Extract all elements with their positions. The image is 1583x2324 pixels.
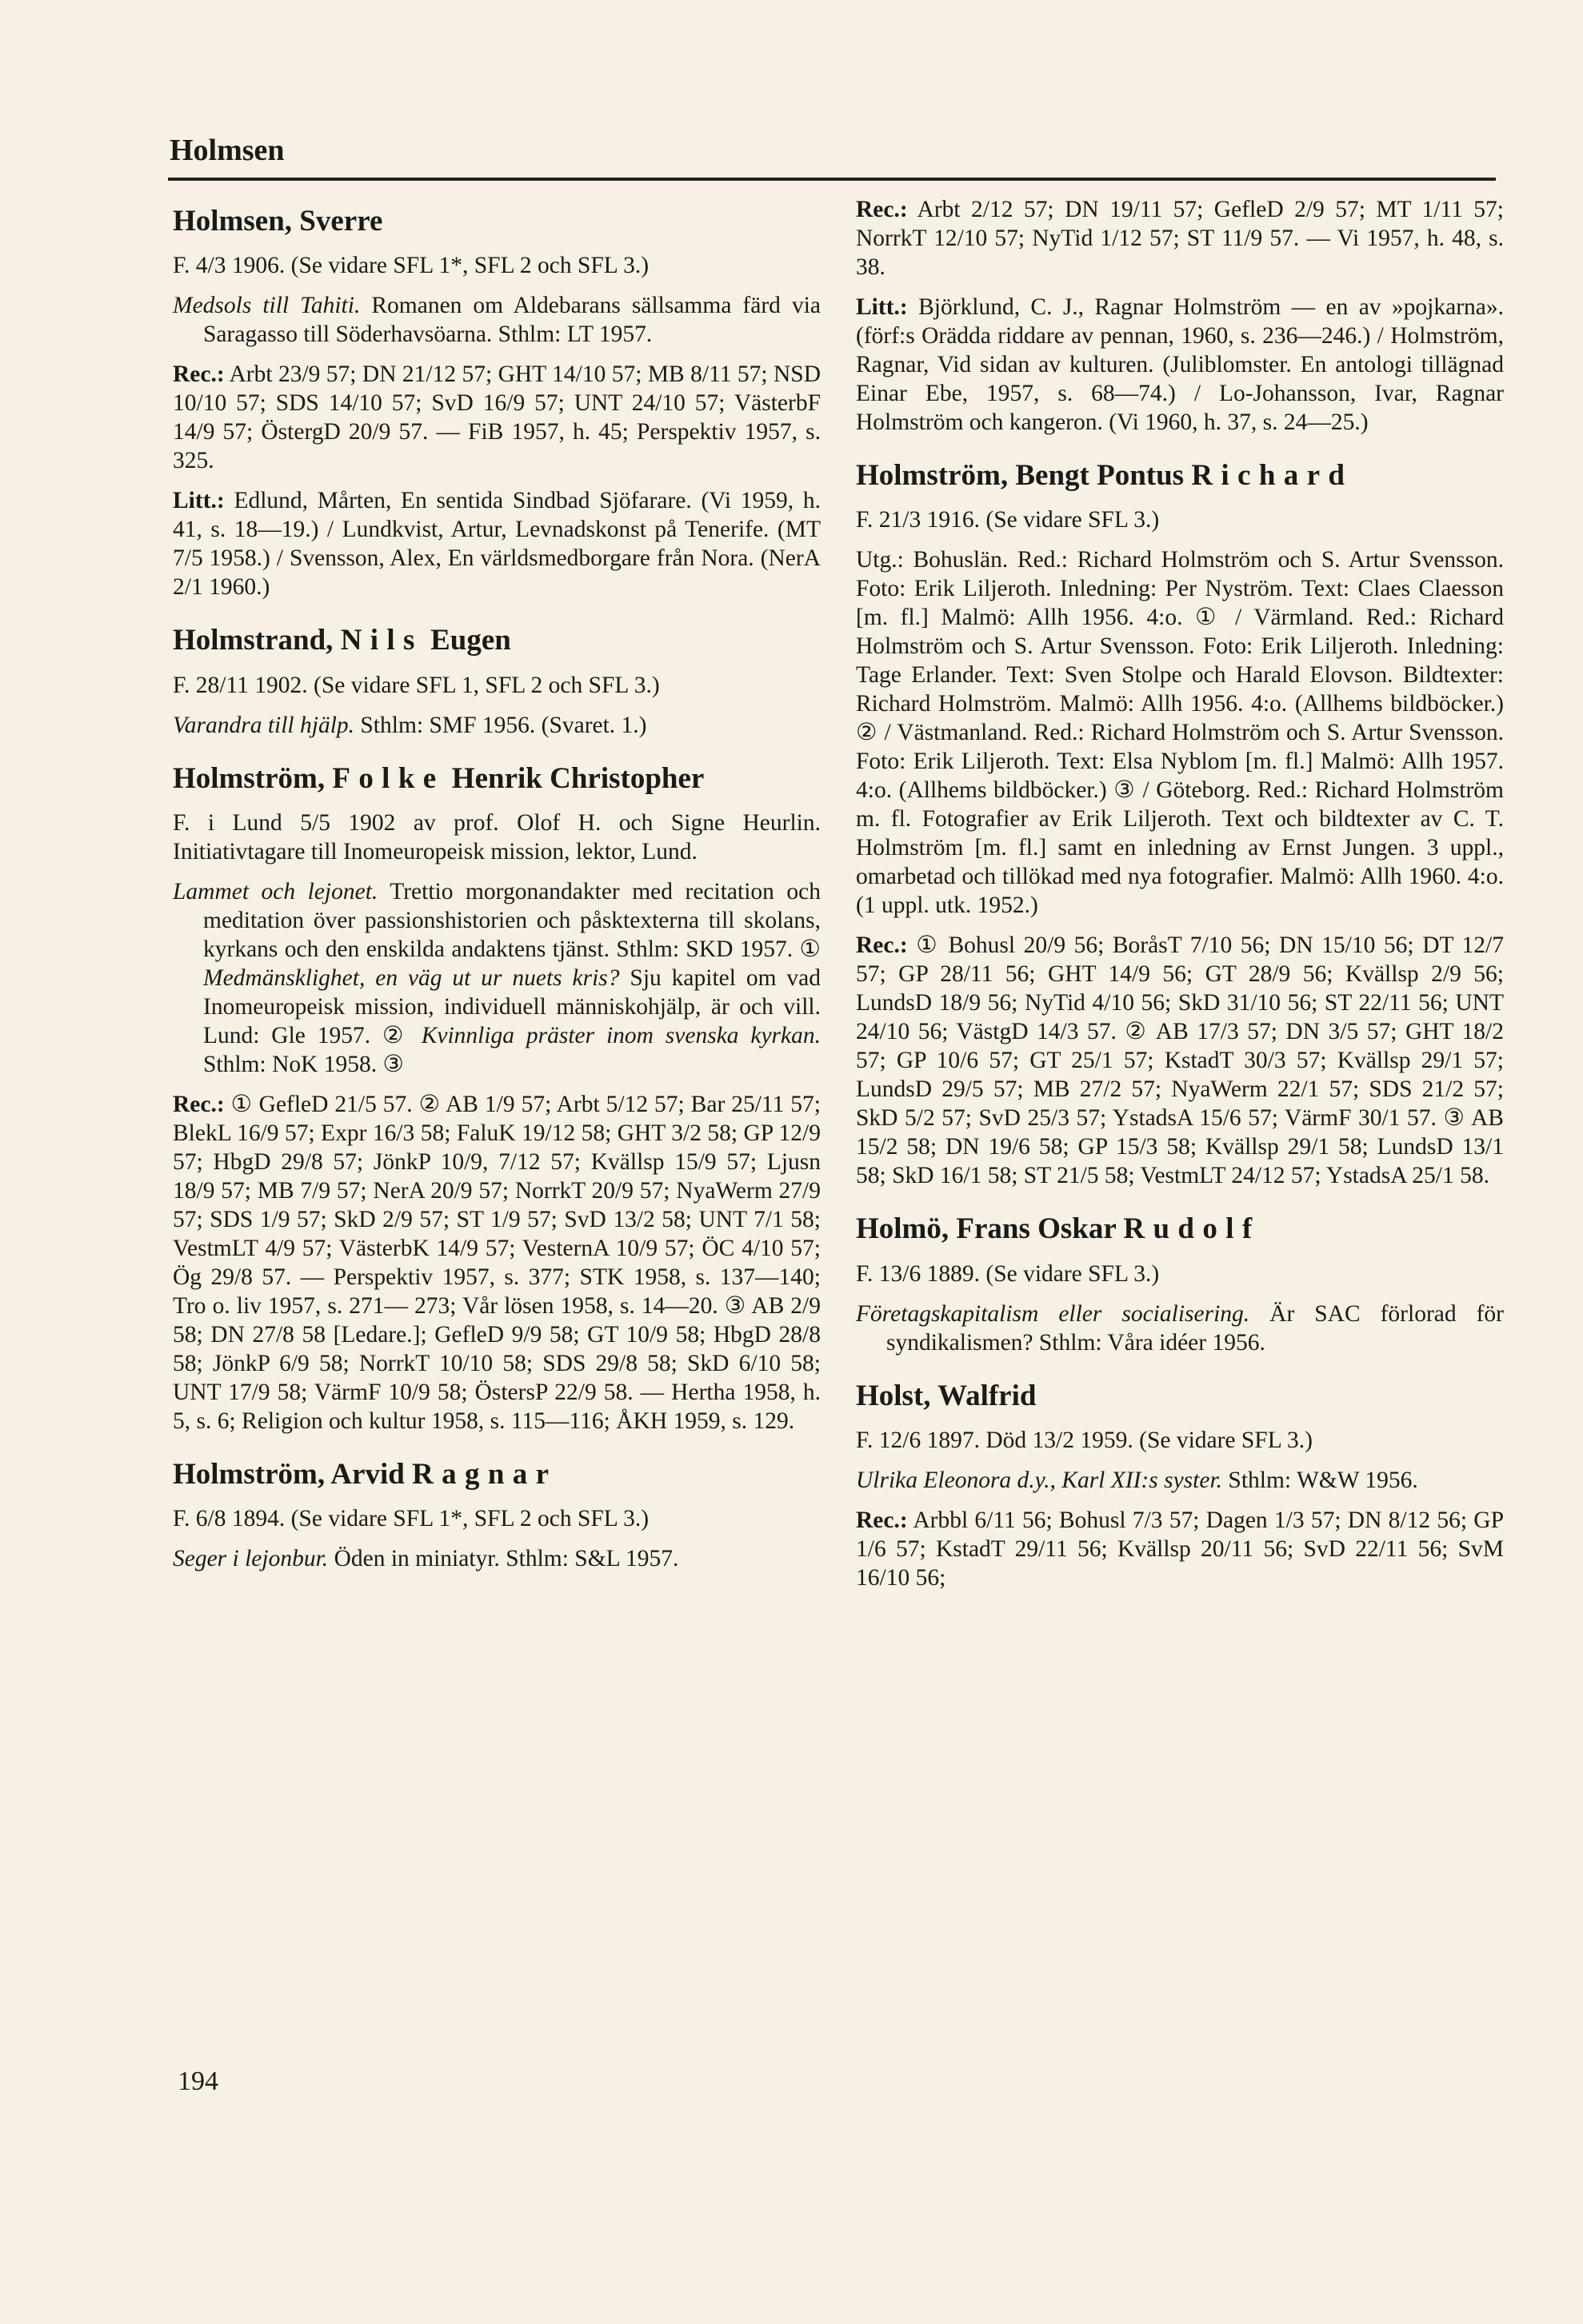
rec-text: Arbbl 6/11 56; Bohusl 7/3 57; Dagen 1/3 57; DN 8/12 56; GP 1/6 57; KstadT 29/11 56; Kvällsp 20/11 56; SvD 22/11 56; SvM 16/10 56; [856, 1507, 1504, 1591]
entry-name [173, 622, 821, 659]
entry-reviews [856, 931, 1504, 1190]
entry-reviews [173, 1090, 821, 1436]
entry-bio: F. i Lund 5/5 1902 av prof. Olof H. och Signe Heurlin. Initiativtagare till Inomeuropeisk mission, lektor, Lund. [173, 809, 821, 865]
name-suffix: Henrik Christopher [444, 761, 705, 795]
rec-label: Rec.: [173, 1091, 225, 1117]
litt-text: Edlund, Mårten, En sentida Sindbad Sjöfarare. (Vi 1959, h. 41, s. 18—19.) / Lundkvist, Artur, Levnadskonst på Tenerife. (MT 7/5 1958.) / Svensson, Alex, En världsmedborgare från Nora. (NerA 2/1 1960.) [173, 488, 821, 601]
entry-reviews [856, 1506, 1504, 1592]
entry-reviews [173, 360, 821, 475]
entry-bio: F. 28/11 1902. (Se vidare SFL 1, SFL 2 och SFL 3.) [173, 672, 660, 698]
name-prefix: Holmstrand, [173, 624, 341, 657]
entry-work [173, 1544, 821, 1573]
name-suffix: Eugen [422, 624, 511, 657]
entry-literature [173, 486, 821, 601]
entry-holmstrom-folke [173, 761, 821, 1436]
rec-label: Rec.: [856, 932, 908, 959]
header-rule [168, 178, 1496, 181]
litt-label: Litt.: [856, 294, 908, 320]
right-column [856, 195, 1504, 1613]
work-details: Trettio morgonandakter med recitation och meditation över passionshistorien och påsktexterna till skolans, kyrkans och den enskilda andaktens tjänst. Sthlm: SKD 1957. ① [203, 878, 821, 962]
entry-holst-walfrid [856, 1378, 1504, 1592]
page-number: 194 [178, 2066, 218, 2096]
rec-label: Rec.: [173, 361, 225, 388]
entry-literature [856, 293, 1504, 437]
work-title: Kvinnliga präster inom svenska kyrkan. [421, 1022, 821, 1048]
work-title: Ulrika Eleonora d.y., Karl XII:s syster. [856, 1467, 1223, 1493]
entry-work [173, 711, 821, 740]
rec-text: ① GefleD 21/5 57. ② AB 1/9 57; Arbt 5/12 57; Bar 25/11 57; BlekL 16/9 57; Expr 16/3 58; FaluK 19/12 58; GHT 3/2 58; GP 12/9 57; HbgD 29/8 57; JönkP 10/9, 7/12 57; Kvällsp 15/9 57; Ljusn 18/9 57; MB 7/9 57; NerA 20/9 57; NorrkT 20/9 57; NyaWerm 27/9 57; SDS 1/9 57; SkD 2/9 57; ST 1/9 57; SvD 13/2 58; UNT 7/1 58; VestmLT 4/9 57; VästerbK 14/9 57; VesternA 10/9 57; ÖC 4/10 57; Ög 29/8 57. — Perspektiv 1957, s. 377; STK 1958, s. 137—140; Tro o. liv 1957, s. 271— 273; Vår lösen 1958, s. 14—20. ③ AB 2/9 58; DN 27/8 58 [Ledare.]; GefleD 9/9 58; GT 10/9 58; HbgD 28/8 58; JönkP 6/9 58; NorrkT 10/10 58; SDS 29/8 58; SkD 6/10 58; UNT 17/9 58; VärmF 10/9 58; ÖstersP 22/9 58. — Hertha 1958, h. 5, s. 6; Religion och kultur 1958, s. 115—116; ÅKH 1959, s. 129. [173, 1091, 821, 1434]
entry-name: Holst, Walfrid [856, 1379, 1037, 1412]
litt-text: Björklund, C. J., Ragnar Holmström — en av »pojkarna». (förf:s Orädda riddare av pennan, 1960, s. 236—246.) / Holmström, Ragnar, Vid sidan av kulturen. (Juliblomster. En antologi tillägnad Einar Ebe, 1957, s. 68—74.) / Lo-Johansson, Ivar, Ragnar Holmström och kangeron. (Vi 1960, h. 37, s. 24—25.) [856, 294, 1504, 435]
entry-work [173, 291, 821, 349]
work-title: Lammet och lejonet. [173, 878, 378, 904]
work-title: Varandra till hjälp. [173, 712, 355, 738]
running-title: Holmsen [170, 134, 285, 167]
entry-holmstrom-bengt [856, 457, 1504, 1190]
entry-name [173, 1456, 821, 1493]
entry-bio: F. 6/8 1894. (Se vidare SFL 1*, SFL 2 och SFL 3.) [173, 1506, 650, 1531]
rec-text: Arbt 2/12 57; DN 19/11 57; GefleD 2/9 57; MT 1/11 57; NorrkT 12/10 57; NyTid 1/12 57; ST 11/9 57. — Vi 1957, h. 48, s. 38. [856, 197, 1504, 280]
rec-text: ① Bohusl 20/9 56; BoråsT 7/10 56; DN 15/10 56; DT 12/7 57; GP 28/11 56; GHT 14/9 56; GT 28/9 56; Kvällsp 2/9 56; LundsD 18/9 56; NyTid 4/10 56; SkD 31/10 56; ST 22/11 56; UNT 24/10 56; VästgD 14/3 57. ② AB 17/3 57; DN 3/5 57; GHT 18/2 57; GP 10/6 57; GT 25/1 57; KstadT 30/3 57; Kvällsp 29/1 57; LundsD 29/5 57; MB 27/2 57; NyaWerm 22/1 57; SDS 21/2 57; SkD 5/2 57; SvD 25/3 57; YstadsA 15/6 57; VärmF 30/1 57. ③ AB 15/2 58; DN 19/6 58; GP 15/3 58; Kvällsp 29/1 58; LundsD 13/1 58; SkD 16/1 58; ST 21/5 58; VestmLT 24/12 57; YstadsA 25/1 58. [856, 932, 1504, 1189]
entry-bio: F. 12/6 1897. Död 13/2 1959. (Se vidare SFL 3.) [856, 1427, 1313, 1453]
work-details: Öden in miniatyr. Sthlm: S&L 1957. [328, 1546, 679, 1571]
work-title: Medmänsklighet, en väg ut ur nuets kris? [203, 964, 620, 991]
work-details: Sju kapitel om vad Inomeuropeisk mission, individuell människohjälp, är och vill. Lund: Gle 1957. ② [203, 964, 821, 1048]
entry-name [856, 1211, 1504, 1248]
entry-bio: F. 21/3 1916. (Se vidare SFL 3.) [856, 507, 1160, 533]
entry-editions [856, 545, 1504, 920]
entry-bio: F. 4/3 1906. (Se vidare SFL 1*, SFL 2 och SFL 3.) [173, 253, 650, 279]
work-title: Seger i lejonbur. [173, 1546, 329, 1571]
rec-text: Arbt 23/9 57; DN 21/12 57; GHT 14/10 57; MB 8/11 57; NSD 10/10 57; SDS 14/10 57; SvD 16/9 57; UNT 24/10 57; VästerbF 14/9 57; ÖstergD 20/9 57. — FiB 1957, h. 45; Perspektiv 1957, s. 325. [173, 361, 821, 474]
entry-work [856, 1300, 1504, 1357]
entry-name [856, 457, 1504, 494]
rec-label: Rec.: [856, 1507, 908, 1533]
rec-label: Rec.: [856, 197, 908, 222]
entry-holmsen-sverre [173, 203, 821, 601]
entry-reviews [856, 195, 1504, 282]
name-prefix: Holmström, Bengt Pontus [856, 459, 1192, 492]
work-title: Medsols till Tahiti. [173, 293, 361, 319]
left-column [173, 195, 821, 1594]
entry-holmstrand-nils [173, 622, 821, 739]
work-details: Är SAC förlorad för syndikalismen? Sthlm: Våra idéer 1956. [886, 1300, 1504, 1356]
name-spaced: Rudolf [1123, 1212, 1261, 1246]
name-prefix: Holmström, Arvid [173, 1457, 413, 1491]
work-details: Sthlm: NoK 1958. ③ [203, 1051, 404, 1077]
entry-bio: F. 13/6 1889. (Se vidare SFL 3.) [856, 1260, 1160, 1287]
name-spaced: Ragnar [412, 1457, 558, 1491]
entry-work [856, 1466, 1504, 1495]
name-spaced: Folke [332, 761, 445, 795]
litt-label: Litt.: [173, 488, 225, 514]
entry-holmstrom-arvid-continued [856, 195, 1504, 437]
entry-holmo-frans [856, 1211, 1504, 1356]
work-details: Sthlm: W&W 1956. [1222, 1467, 1418, 1493]
utg-label: Utg.: [856, 547, 904, 573]
entry-work [173, 877, 821, 1079]
work-title: Företagskapitalism eller socialisering. [856, 1300, 1250, 1327]
work-details: Sthlm: SMF 1956. (Svaret. 1.) [354, 712, 647, 738]
entry-holmstrom-arvid [173, 1456, 821, 1573]
entry-name: Holmsen, Sverre [173, 205, 383, 238]
utg-text: Bohuslän. Red.: Richard Holmström och S. Artur Svensson. Foto: Erik Liljeroth. Inledning: Per Nyström. Text: Claes Claesson [m. fl.] Malmö: Allh 1956. 4:o. ① / Värmland. Red.: Richard Holmström och S. Artur Svensson. Foto: Erik Liljeroth. Inledning: Tage Erlander. Text: Sven Stolpe och Harald Elovson. Bildtexter: Richard Holmström. Malmö: Allh 1956. 4:o. (Allhems bildböcker.) ② / Västmanland. Red.: Richard Holmström och S. Artur Svensson. Foto: Erik Liljeroth. Text: Elsa Nyblom [m. fl.] Malmö: Allh 1957. 4:o. (Allhems bildböcker.) ③ / Göteborg. Red.: Richard Holmström m. fl. Fotografier av Erik Liljeroth. Text och bildtexter av C. T. Holmström [m. fl.] samt en inledning av Ernst Jungen. 3 uppl., omarbetad och tillökad med nya fotografier. Malmö: Allh 1960. 4:o. (1 uppl. utk. 1952.) [856, 547, 1504, 919]
entry-name [173, 761, 821, 797]
name-prefix: Holmström, [173, 761, 333, 795]
name-spaced: Nils [340, 624, 423, 657]
work-details: Romanen om Aldebarans sällsamma färd via Saragasso till Söderhavsöarna. Sthlm: LT 1957. [203, 293, 821, 348]
name-prefix: Holmö, Frans Oskar [856, 1212, 1124, 1246]
name-spaced: Richard [1191, 459, 1353, 492]
